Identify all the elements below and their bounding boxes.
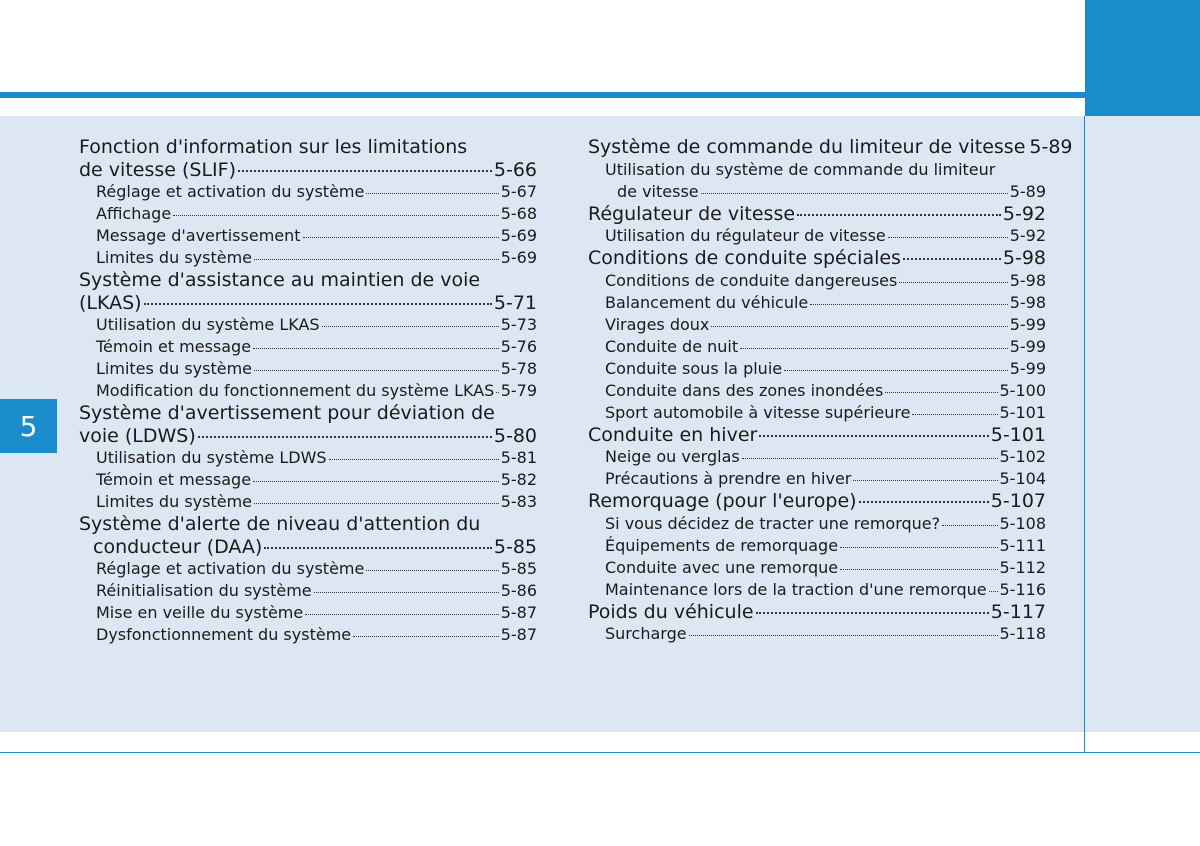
toc-entry-title: de vitesse (SLIF) [79, 158, 236, 181]
toc-subsection-entry[interactable] [79, 602, 537, 624]
toc-section-entry[interactable] [588, 247, 1046, 270]
toc-left-column [79, 136, 537, 646]
toc-page-number: 5-98 [1002, 247, 1046, 269]
toc-subsection-entry[interactable] [588, 181, 1046, 203]
toc-subsection-entry[interactable] [588, 225, 1046, 247]
toc-entry-title: voie (LDWS) [79, 424, 196, 447]
toc-page-number: 5-108 [999, 513, 1046, 533]
toc-entry-title: Réglage et activation du système [96, 559, 365, 578]
toc-page-number: 5-66 [493, 158, 537, 181]
toc-page-number: 5-68 [500, 204, 537, 223]
corner-block [1085, 0, 1200, 116]
dot-leader [238, 170, 492, 172]
toc-page-number: 5-73 [500, 315, 537, 334]
toc-page-number: 5-89 [1029, 136, 1073, 158]
toc-entry-title-line[interactable]: Système d'alerte de niveau d'attention du [79, 513, 481, 535]
toc-entry-title: Limites du système [96, 359, 252, 378]
toc-subsection-entry[interactable] [79, 181, 537, 203]
dot-leader [144, 303, 492, 305]
toc-entry-title: Affichage [96, 204, 172, 223]
toc-page-number: 5-78 [500, 359, 537, 378]
dot-leader [353, 636, 499, 637]
toc-page-number: 5-104 [999, 469, 1046, 488]
toc-entry-title: Conduite de nuit [605, 336, 739, 356]
toc-entry-title: (LKAS) [79, 291, 142, 314]
toc-entry-title-line[interactable]: Fonction d'information sur les limitations [79, 136, 468, 158]
dot-leader [899, 282, 1007, 283]
toc-subsection-entry[interactable] [79, 336, 537, 358]
toc-subsection-entry[interactable] [588, 446, 1046, 468]
toc-entry-title: Maintenance lors de la traction d'une remorque [605, 579, 987, 599]
toc-page-number: 5-99 [1009, 358, 1046, 378]
toc-entry-title: Utilisation du système LDWS [96, 448, 327, 467]
toc-entry-title: Virages doux [605, 314, 710, 334]
toc-entry-title: Témoin et message [96, 470, 252, 489]
toc-section-entry[interactable] [79, 292, 537, 315]
toc-entry-title: Utilisation du système LKAS [96, 315, 320, 334]
dot-leader [784, 370, 1008, 371]
toc-subsection-entry[interactable] [588, 535, 1046, 557]
toc-page-number: 5-87 [500, 603, 537, 622]
footer-rule [0, 752, 1200, 753]
toc-section-entry[interactable] [79, 536, 537, 559]
toc-section-entry[interactable] [588, 203, 1046, 226]
toc-subsection-entry[interactable] [588, 402, 1046, 424]
dot-leader [853, 480, 997, 481]
toc-entry-title: Équipements de remorquage [605, 535, 839, 555]
toc-page-number: 5-69 [500, 226, 537, 245]
toc-page-number: 5-99 [1009, 336, 1046, 356]
toc-entry-title-line[interactable]: Système d'avertissement pour déviation de [79, 402, 495, 424]
dot-leader [742, 458, 998, 459]
toc-page-number: 5-76 [500, 337, 537, 356]
toc-entry-title: Dysfonctionnement du système [96, 625, 352, 644]
toc-entry-title: Modification du fonctionnement du système LKAS [96, 381, 495, 400]
dot-leader [989, 591, 998, 592]
dot-leader [797, 214, 1001, 216]
toc-page-number: 5-92 [1009, 226, 1046, 245]
dot-leader [329, 459, 499, 460]
toc-page-number: 5-98 [1009, 292, 1046, 312]
toc-subsection-entry[interactable] [588, 468, 1046, 490]
toc-subsection-entry[interactable] [79, 314, 537, 336]
toc-entry-title: Si vous décidez de tracter une remorque? [605, 513, 941, 533]
toc-entry-title: Remorquage (pour l'europe) [588, 490, 857, 512]
toc-page-number: 5-98 [1009, 270, 1046, 290]
toc-entry-title: Sport automobile à vitesse supérieure [605, 402, 911, 422]
toc-page-number: 5-87 [500, 625, 537, 644]
toc-entry-title: Conduite avec une remorque [605, 557, 839, 577]
toc-subsection-entry[interactable] [79, 491, 537, 513]
toc-page-number: 5-101 [999, 402, 1046, 422]
toc-section-entry[interactable] [588, 424, 1046, 447]
toc-entry-title: Balancement du véhicule [605, 292, 809, 312]
dot-leader [701, 193, 1008, 194]
toc-subsection-entry[interactable] [79, 203, 537, 225]
toc-subsection-entry[interactable] [79, 358, 537, 380]
toc-page-number: 5-83 [500, 492, 537, 511]
toc-subsection-entry[interactable] [588, 358, 1046, 380]
toc-subsection-entry[interactable] [588, 336, 1046, 358]
toc-entry-title: Mise en veille du système [96, 603, 304, 622]
toc-page-number: 5-111 [999, 535, 1046, 555]
toc-page-number: 5-117 [990, 600, 1046, 623]
dot-leader [253, 481, 499, 482]
dot-leader [254, 370, 499, 371]
dot-leader [942, 525, 997, 526]
toc-subsection-entry[interactable] [588, 314, 1046, 336]
toc-subsection-entry[interactable] [79, 580, 537, 602]
toc-entry-title: Surcharge [605, 624, 687, 643]
toc-section-entry[interactable] [588, 136, 1073, 159]
toc-entry-title-line[interactable]: Système d'assistance au maintien de voie [79, 269, 481, 291]
panel-divider [1084, 116, 1085, 752]
toc-page-number: 5-80 [493, 424, 537, 447]
toc-entry-title: Limites du système [96, 248, 252, 267]
toc-subsection-entry[interactable] [79, 558, 537, 580]
toc-subsection-entry[interactable] [79, 447, 537, 469]
toc-page-number: 5-79 [500, 381, 537, 400]
toc-subsection-entry[interactable] [588, 513, 1046, 535]
dot-leader [366, 570, 498, 571]
toc-entry-title: Conduite dans des zones inondées [605, 380, 884, 400]
toc-subsection-entry[interactable] [588, 292, 1046, 314]
toc-subsection-entry[interactable] [588, 623, 1046, 645]
toc-page-number: 5-81 [500, 448, 537, 467]
dot-leader [496, 392, 498, 393]
dot-leader [840, 547, 997, 548]
toc-entry-title: Conduite sous la pluie [605, 358, 783, 378]
toc-entry-title: Précautions à prendre en hiver [605, 469, 852, 488]
toc-entry-title: Système de commande du limiteur de vitesse [588, 136, 1026, 158]
toc-page-number: 5-101 [990, 423, 1046, 446]
toc-entry-title: Réinitialisation du système [96, 581, 312, 600]
toc-page-number: 5-92 [1002, 202, 1046, 225]
dot-leader [759, 435, 988, 437]
dot-leader [885, 392, 997, 393]
toc-page-number: 5-107 [990, 490, 1046, 512]
toc-page-number: 5-71 [493, 291, 537, 314]
toc-entry-title: Régulateur de vitesse [588, 202, 796, 225]
toc-entry-title: Poids du véhicule [588, 600, 754, 623]
toc-entry-title: Réglage et activation du système [96, 182, 365, 201]
dot-leader [253, 348, 499, 349]
toc-section-entry[interactable] [588, 601, 1046, 624]
dot-leader [859, 501, 989, 503]
toc-page-number: 5-85 [500, 559, 537, 578]
toc-subsection-entry[interactable] [79, 225, 537, 247]
toc-page-number: 5-112 [999, 557, 1046, 577]
toc-entry-title: Message d'avertissement [96, 226, 301, 245]
toc-page-number: 5-118 [999, 624, 1046, 643]
dot-leader [810, 304, 1007, 305]
toc-subsection-entry[interactable] [79, 624, 537, 646]
dot-leader [264, 547, 492, 549]
dot-leader [903, 258, 1001, 260]
dot-leader [314, 592, 499, 593]
dot-leader [303, 237, 499, 238]
toc-entry-title: Utilisation du régulateur de vitesse [605, 226, 886, 245]
dot-leader [366, 193, 498, 194]
dot-leader [888, 237, 1008, 238]
dot-leader [689, 635, 998, 636]
toc-entry-title: Limites du système [96, 492, 252, 511]
toc-subsection-entry[interactable] [588, 380, 1046, 402]
toc-entry-title: Témoin et message [96, 337, 252, 356]
toc-subsection-entry[interactable] [79, 380, 537, 402]
dot-leader [254, 503, 499, 504]
toc-section-entry[interactable] [588, 490, 1046, 513]
toc-section-entry[interactable] [79, 159, 537, 182]
dot-leader [711, 326, 1007, 327]
toc-subsection-entry[interactable] [588, 270, 1046, 292]
toc-entry-title: conducteur (DAA) [93, 535, 263, 558]
dot-leader [305, 614, 498, 615]
toc-page-number: 5-89 [1009, 181, 1046, 201]
dot-leader [173, 215, 499, 216]
chapter-tab: 5 [0, 399, 57, 453]
toc-page-number: 5-86 [500, 581, 537, 600]
toc-entry-title: de vitesse [617, 181, 699, 201]
toc-subsection-entry[interactable] [588, 579, 1046, 601]
toc-page-number: 5-69 [500, 248, 537, 267]
dot-leader [756, 612, 989, 614]
toc-page-number: 5-116 [999, 579, 1046, 599]
toc-entry-title: Neige ou verglas [605, 447, 740, 466]
toc-page-number: 5-100 [999, 380, 1046, 400]
dot-leader [912, 414, 997, 415]
toc-page-number: 5-85 [493, 535, 537, 558]
toc-page-number: 5-82 [500, 470, 537, 489]
dot-leader [254, 259, 499, 260]
toc-page-number: 5-99 [1009, 314, 1046, 334]
toc-page-number: 5-67 [500, 182, 537, 201]
toc-section-entry[interactable] [79, 425, 537, 448]
toc-page-number: 5-102 [999, 447, 1046, 466]
toc-entry-title: Conduite en hiver [588, 423, 758, 446]
header-rule [0, 92, 1085, 98]
toc-subsection-entry[interactable] [79, 469, 537, 491]
toc-entry-title: Conditions de conduite dangereuses [605, 270, 898, 290]
dot-leader [198, 436, 492, 438]
dot-leader [740, 348, 1008, 349]
toc-entry-title: Conditions de conduite spéciales [588, 247, 901, 269]
toc-entry-title-line[interactable]: Utilisation du système de commande du limiteur [605, 159, 996, 179]
toc-subsection-entry[interactable] [588, 557, 1046, 579]
dot-leader [840, 569, 997, 570]
toc-subsection-entry[interactable] [79, 247, 537, 269]
toc-right-column [588, 136, 1073, 645]
dot-leader [322, 326, 499, 327]
